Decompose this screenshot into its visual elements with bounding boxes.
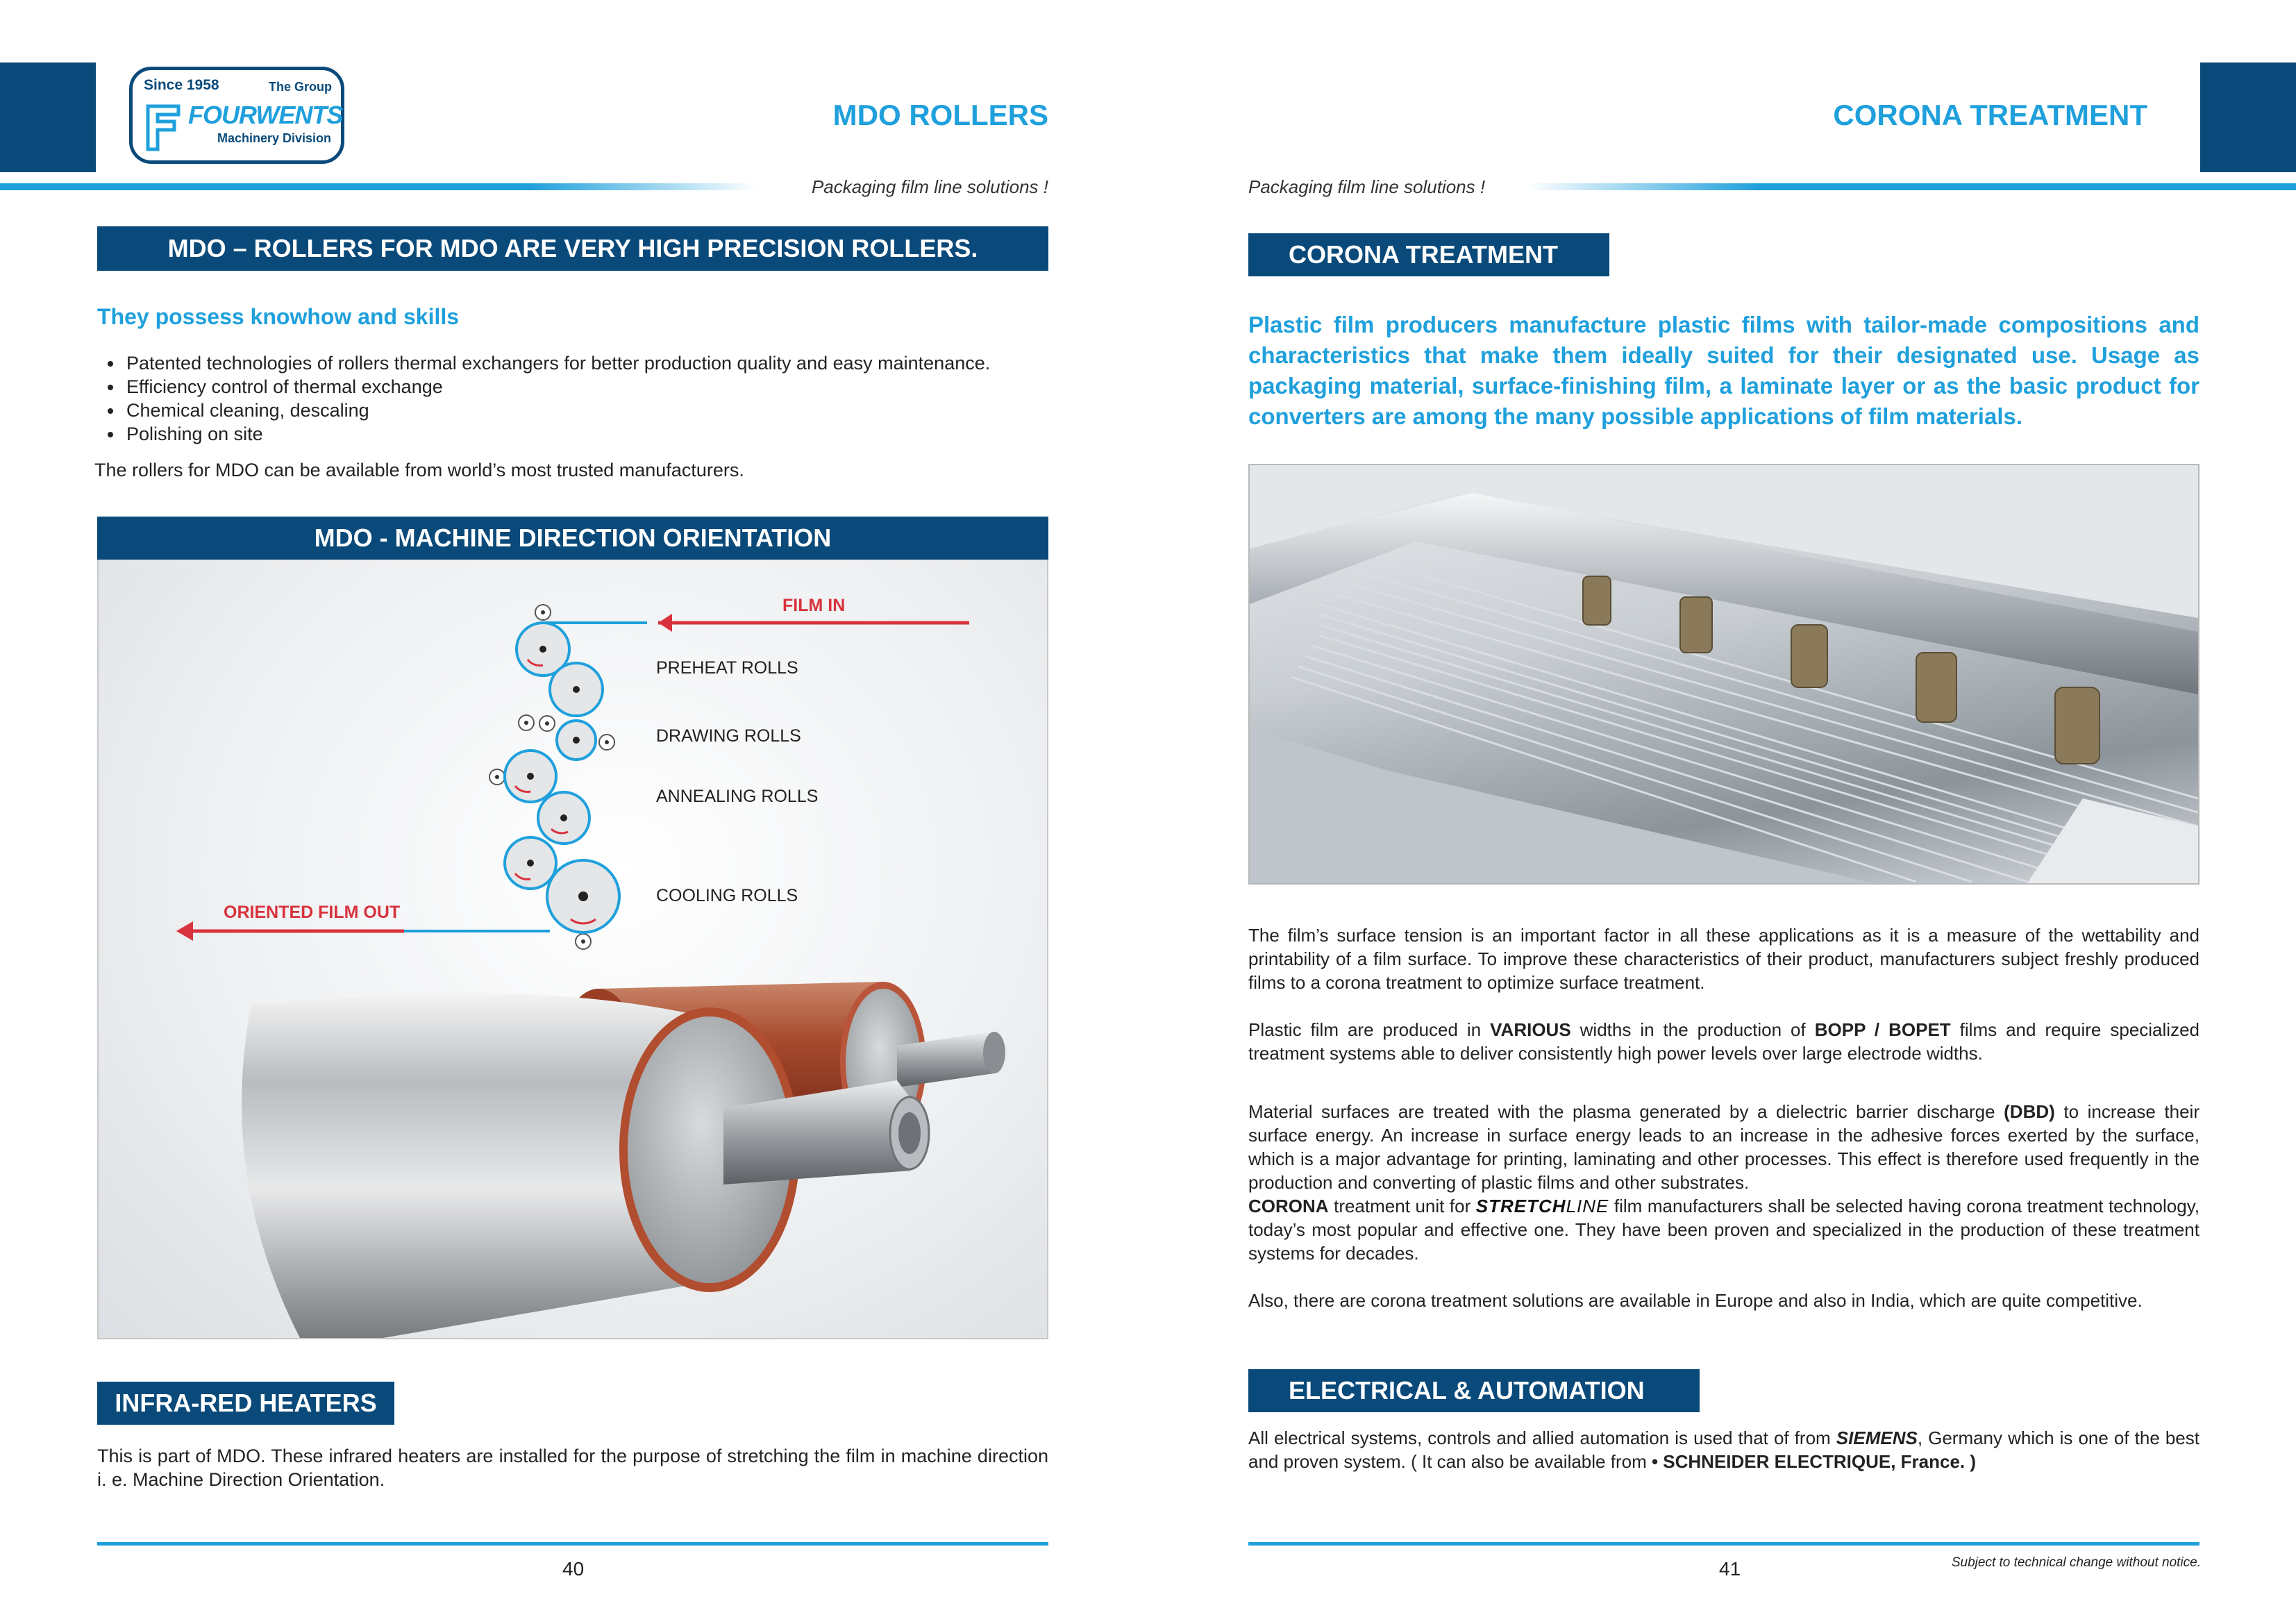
left-bullet-list xyxy=(97,351,1075,446)
left-section2-title: MDO - MACHINE DIRECTION ORIENTATION xyxy=(314,524,832,552)
corona-paragraph-1: The film’s surface tension is an important factor in all these applications as it is a measure of the wettability and printability of a film surface. To improve these characteristics of their product, manufacturers subject freshly produced films to a corona treatment to optimize surface treatment. xyxy=(1248,925,2199,993)
left-subhead: They possess knowhow and skills xyxy=(97,304,460,329)
p6-text-a: All electrical systems, controls and allied automation is used that of from xyxy=(1248,1428,1836,1448)
right-tagline: Packaging film line solutions ! xyxy=(1248,176,1486,197)
left-section3-band xyxy=(97,1382,394,1425)
left-header-title: MDO ROLLERS xyxy=(832,99,1048,131)
p4-text-b: treatment unit for xyxy=(1328,1196,1476,1216)
p6-text-c: , Germany which is one of the best and proven system. ( It can also be available from xyxy=(1248,1428,2199,1472)
corona-treater-photo xyxy=(1248,464,2199,885)
logo-since: Since 1958 xyxy=(144,77,219,93)
p2-various: VARIOUS xyxy=(1490,1019,1571,1040)
left-section1-band xyxy=(97,226,1048,271)
right-header-title: CORONA TREATMENT xyxy=(1833,99,2147,131)
left-tagline: Packaging film line solutions ! xyxy=(811,176,1048,197)
stretchline-stretch: STRETCH xyxy=(1475,1196,1566,1216)
p3-dbd: (DBD) xyxy=(2004,1101,2055,1122)
right-footer-rule xyxy=(1248,1542,2199,1546)
p3-text-c: to increase their surface energy. An increase in surface energy leads to an increase in the adhesive forces exerted by the surface, which is a major advantage for printing, laminating and other processes. This effect is therefore used frequently in the production and converting of plastic films and other substrates. xyxy=(1248,1101,2199,1193)
p2-text-c: widths in the production of xyxy=(1570,1019,1815,1040)
film-out-label: ORIENTED FILM OUT xyxy=(224,903,401,922)
right-section2-title: ELECTRICAL & AUTOMATION xyxy=(1289,1376,1645,1405)
infra-red-text: This is part of MDO. These infrared heaters are installed for the purpose of stretching the film in machine direction i. e. Machine Direction Orientation. xyxy=(97,1446,1048,1490)
left-footer-rule xyxy=(97,1542,1048,1546)
company-logo xyxy=(129,67,344,164)
left-top-rule xyxy=(0,183,757,190)
mdo-roll-diagram xyxy=(99,560,1048,1339)
p2-text-a: Plastic film are produced in xyxy=(1248,1019,1491,1040)
p6-siemens: SIEMENS xyxy=(1836,1428,1918,1448)
logo-brand: FOURWENTS xyxy=(188,101,343,129)
logo-division: Machinery Division xyxy=(217,131,332,145)
right-section2-band xyxy=(1248,1369,1700,1412)
left-corner-block xyxy=(0,62,96,172)
p6-schneider: • SCHNEIDER ELECTRIQUE, France. ) xyxy=(1651,1451,1977,1472)
list-item: • Patented technologies of rollers thermal exchangers for better production quality and easy maintenance. xyxy=(124,351,1075,375)
stretchline-line: LINE xyxy=(1566,1196,1609,1216)
list-item: • Chemical cleaning, descaling xyxy=(124,399,1075,422)
right-page-number: 41 xyxy=(1719,1558,1741,1580)
corona-paragraph-3 xyxy=(1248,1100,2199,1265)
cooling-rolls-label: COOLING ROLLS xyxy=(656,886,798,905)
left-section2-band xyxy=(97,517,1048,560)
logo-f-icon xyxy=(142,103,184,152)
p3-text-a: Material surfaces are treated with the plasma generated by a dielectric barrier discharge xyxy=(1248,1101,2004,1122)
right-top-rule xyxy=(1527,183,2296,190)
left-page-number: 40 xyxy=(562,1558,585,1580)
corona-photo-image xyxy=(1250,465,2198,883)
p2-text-e: films and require specialized treatment systems able to deliver consistently high power levels over large electrode widths. xyxy=(1248,1019,2199,1064)
left-note: The rollers for MDO can be available from world’s most trusted manufacturers. xyxy=(94,460,744,480)
mdo-diagram-panel xyxy=(97,560,1048,1339)
p2-bopp: BOPP / BOPET xyxy=(1814,1019,1951,1040)
p4-text-c: film manufacturers shall be selected having corona treatment technology, today’s most popular and effective one. They have been proven and specialized in the production of these treatment systems for decades. xyxy=(1248,1196,2200,1264)
logo-group: The Group xyxy=(269,80,332,94)
corona-lead-text: Plastic film producers manufacture plastic films with tailor-made compositions and characteristics that make them ideally suited for their designated use. Usage as packaging material, surface-finishing film, a laminate layer or as the basic product for converters are among the many possible applications of film materials. xyxy=(1248,312,2199,429)
corona-paragraph-5: Also, there are corona treatment solutions are available in Europe and also in India, which are quite competitive. xyxy=(1248,1290,2143,1311)
stretchline-logo xyxy=(1476,1196,1609,1216)
list-item: • Efficiency control of thermal exchange xyxy=(124,375,1075,399)
left-section3-title: INFRA-RED HEATERS xyxy=(115,1389,377,1417)
right-section1-band xyxy=(1248,233,1609,276)
right-corner-block xyxy=(2200,62,2296,172)
film-in-label: FILM IN xyxy=(782,596,846,615)
electrical-paragraph xyxy=(1248,1426,2199,1473)
p4-corona: CORONA xyxy=(1248,1196,1329,1216)
left-section1-title: MDO – ROLLERS FOR MDO ARE VERY HIGH PRECISION ROLLERS. xyxy=(167,234,978,262)
right-section1-title: CORONA TREATMENT xyxy=(1289,240,1558,269)
disclaimer-text: Subject to technical change without notice. xyxy=(1951,1555,2201,1570)
list-item: • Polishing on site xyxy=(124,422,1075,446)
drawing-rolls-label: DRAWING ROLLS xyxy=(656,726,801,746)
annealing-rolls-label: ANNEALING ROLLS xyxy=(656,787,819,806)
corona-paragraph-2 xyxy=(1248,1018,2199,1065)
preheat-rolls-label: PREHEAT ROLLS xyxy=(656,658,798,678)
